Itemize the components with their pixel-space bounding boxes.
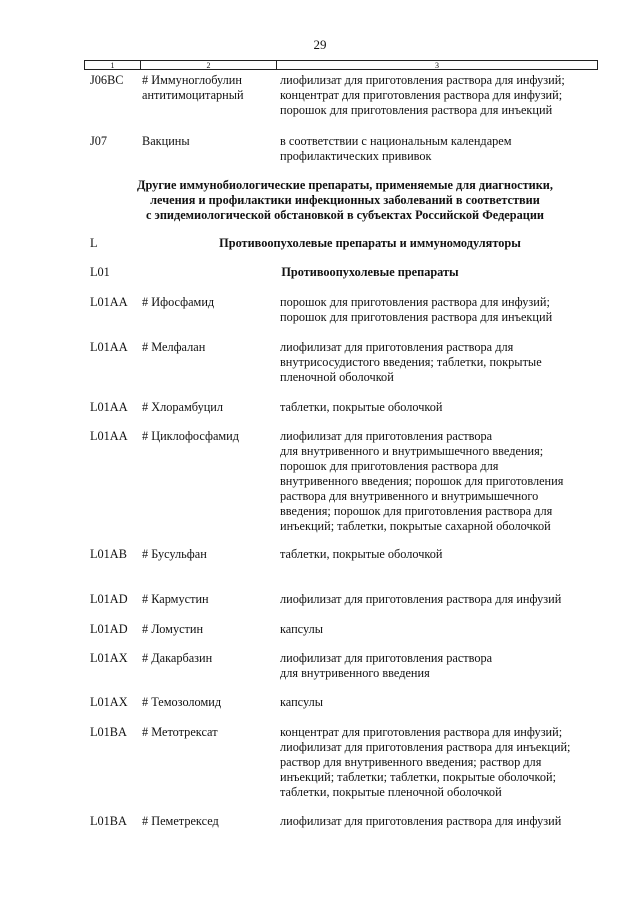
page-number: 29 bbox=[313, 37, 327, 52]
drug-name: # Мелфалан bbox=[142, 340, 206, 354]
atc-code: L01BA bbox=[90, 814, 127, 828]
atc-code: L01AA bbox=[90, 400, 128, 414]
drug-name: # Темозоломид bbox=[142, 695, 222, 709]
dosage-form: лиофилизат для приготовления раствора для инфузий bbox=[280, 814, 562, 828]
atc-code: J06BC bbox=[90, 73, 124, 87]
section-heading: Другие иммунобиологические препараты, применяемые для диагностики, лечения и профилактики инфекционных заболеваний в соответствии с эпидемиологической обстановкой в субъектах Российской Федерации bbox=[137, 178, 553, 222]
dosage-form: порошок для приготовления раствора для инфузий; порошок для приготовления раствора для инъекций bbox=[280, 295, 553, 324]
atc-code: L01AA bbox=[90, 295, 128, 309]
dosage-form: лиофилизат для приготовления раствора для инфузий; концентрат для приготовления раствора для инфузий; порошок для приготовления раствора для инъекций bbox=[280, 73, 565, 117]
group-title-L01: Противоопухолевые препараты bbox=[281, 265, 459, 279]
atc-code: L01AX bbox=[90, 695, 128, 709]
atc-code: L01BA bbox=[90, 725, 127, 739]
atc-code: L01AD bbox=[90, 592, 128, 606]
dosage-form: капсулы bbox=[280, 622, 323, 636]
group-title-L: Противоопухолевые препараты и иммуномодуляторы bbox=[219, 236, 521, 250]
column-header-3: 3 bbox=[435, 61, 439, 70]
drug-name: # Кармустин bbox=[142, 592, 209, 606]
drug-name: Вакцины bbox=[142, 134, 190, 148]
dosage-form: таблетки, покрытые оболочкой bbox=[280, 400, 443, 414]
drug-name: # Ифосфамид bbox=[142, 295, 215, 309]
drug-name: # Метотрексат bbox=[142, 725, 218, 739]
atc-code: L01AA bbox=[90, 429, 128, 443]
dosage-form: лиофилизат для приготовления раствора для внутрисосудистого введения; таблетки, покрытые пленочной оболочкой bbox=[280, 340, 542, 384]
atc-code: L01AB bbox=[90, 547, 127, 561]
column-header-row bbox=[84, 60, 598, 70]
column-header-1: 1 bbox=[85, 61, 141, 69]
column-header-2: 2 bbox=[141, 61, 277, 69]
dosage-form: лиофилизат для приготовления раствора для инфузий bbox=[280, 592, 562, 606]
dosage-form: лиофилизат для приготовления раствора для внутривенного введения bbox=[280, 651, 493, 680]
drug-name: # Дакарбазин bbox=[142, 651, 213, 665]
group-code-L01: L01 bbox=[90, 265, 110, 279]
drug-name: # Бусульфан bbox=[142, 547, 207, 561]
dosage-form: таблетки, покрытые оболочкой bbox=[280, 547, 443, 561]
dosage-form: в соответствии с национальным календарем профилактических прививок bbox=[280, 134, 512, 163]
drug-name: # Хлорамбуцил bbox=[142, 400, 224, 414]
drug-name: # Циклофосфамид bbox=[142, 429, 240, 443]
drug-name: # Пеметрексед bbox=[142, 814, 219, 828]
dosage-form: концентрат для приготовления раствора для инфузий; лиофилизат для приготовления раствора для инъекций; раствор для внутривенного введения; раствор для инъекций; таблетки; таблетки, покрытые оболочкой; таблетки, покрытые пленочной оболочкой bbox=[280, 725, 571, 799]
atc-code: L01AA bbox=[90, 340, 128, 354]
drug-name: # Ломустин bbox=[142, 622, 204, 636]
drug-name: # Иммуноглобулин антитимоцитарный bbox=[142, 73, 244, 102]
atc-code: J07 bbox=[90, 134, 108, 148]
dosage-form: капсулы bbox=[280, 695, 323, 709]
group-code-L: L bbox=[90, 236, 98, 250]
atc-code: L01AD bbox=[90, 622, 128, 636]
dosage-form: лиофилизат для приготовления раствора для внутривенного и внутримышечного введения; порошок для приготовления раствора для внутривенного введения; порошок для приготовления раствора для внутривенного и внутримышечного введения; порошок для приготовления раствора для инъекций; таблетки, покрытые сахарной оболочкой bbox=[280, 429, 564, 533]
atc-code: L01AX bbox=[90, 651, 128, 665]
